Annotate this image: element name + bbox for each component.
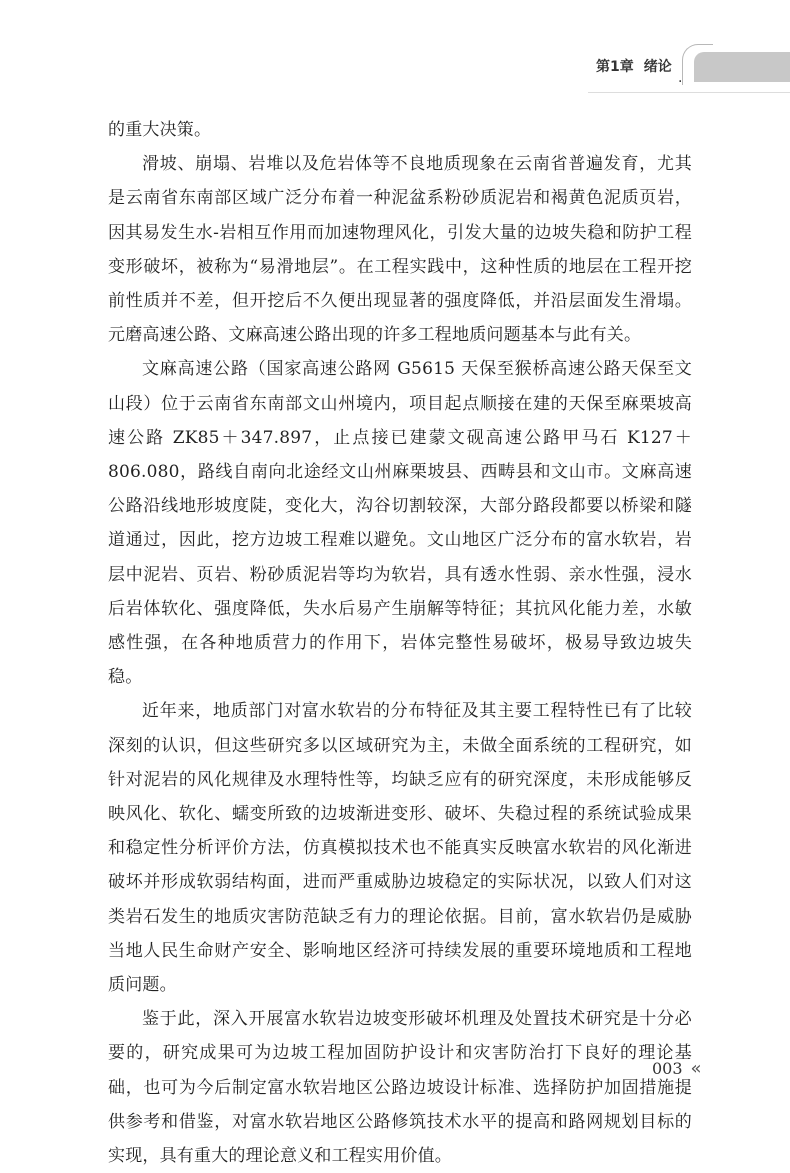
page-number: 003 — [652, 1059, 683, 1078]
chapter-number: 第1章 — [596, 59, 634, 75]
header-tab-bar — [694, 52, 790, 82]
header-underline — [588, 92, 790, 93]
paragraph-research-status: 近年来，地质部门对富水软岩的分布特征及其主要工程特性已有了比较深刻的认识，但这些研究多以区域研究为主，未做全面系统的工程研究，如针对泥岩的风化规律及水理特性等，均缺乏应有的研究深度，未形成能够反映风化、软化、蠕变所致的边坡渐进变形、破坏、失稳过程的系统试验成果和稳定性分析评价方法，仿真模拟技术也不能真实反映富水软岩的风化渐进破坏并形成软弱结构面，进而严重威胁边坡稳定的实际状况，以致人们对这类岩石发生的地质灾害防范缺乏有力的理论依据。目前，富水软岩仍是威胁当地人民生命财产安全、影响地区经济可持续发展的重要环境地质和工程地质问题。 — [108, 701, 692, 996]
header-dot: . — [678, 70, 683, 86]
body-text — [108, 113, 692, 1173]
running-header — [588, 44, 790, 94]
chapter-heading — [596, 56, 672, 76]
paragraph-continuation: 的重大决策。 — [108, 120, 212, 140]
paragraph-wenma-highway: 文麻高速公路（国家高速公路网 G5615 天保至猴桥高速公路天保至文山段）位于云南省东南部文山州境内，项目起点顺接在建的天保至麻栗坡高速公路 ZK85＋347.897，止点接已建蒙文砚高速公路甲马石 K127＋806.080，路线自南向北途经文山州麻栗坡县、西畴县和文山市。文麻高速公路沿线地形坡度陡，变化大，沟谷切割较深，大部分路段都要以桥梁和隧道通过，因此，挖方边坡工程难以避免。文山地区广泛分布的富水软岩，岩层中泥岩、页岩、粉砂质泥岩等均为软岩，具有透水性弱、亲水性强，浸水后岩体软化、强度降低，失水后易产生崩解等特征；其抗风化能力差，水敏感性强，在各种地质营力的作用下，岩体完整性易破坏，极易导致边坡失稳。 — [108, 359, 692, 688]
paragraph-significance: 鉴于此，深入开展富水软岩边坡变形破坏机理及处置技术研究是十分必要的，研究成果可为边坡工程加固防护设计和灾害防治打下良好的理论基础，也可为今后制定富水软岩地区公路边坡设计标准、选择防护加固措施提供参考和借鉴，对富水软岩地区公路修筑技术水平的提高和路网规划目标的实现，具有重大的理论意义和工程实用价值。 — [108, 1009, 692, 1167]
page-footer — [652, 1058, 702, 1079]
chapter-title: 绪论 — [643, 59, 672, 75]
paragraph-landslide-geology: 滑坡、崩塌、岩堆以及危岩体等不良地质现象在云南省普遍发育，尤其是云南省东南部区域广泛分布着一种泥盆系粉砂质泥岩和褐黄色泥质页岩，因其易发生水-岩相互作用而加速物理风化，引发大量的边坡失稳和防护工程变形破坏，被称为“易滑地层”。在工程实践中，这种性质的地层在工程开挖前性质并不差，但开挖后不久便出现显著的强度降低，并沿层面发生滑塌。元磨高速公路、文麻高速公路出现的许多工程地质问题基本与此有关。 — [108, 154, 692, 346]
chevron-left-icon: « — [690, 1058, 702, 1079]
